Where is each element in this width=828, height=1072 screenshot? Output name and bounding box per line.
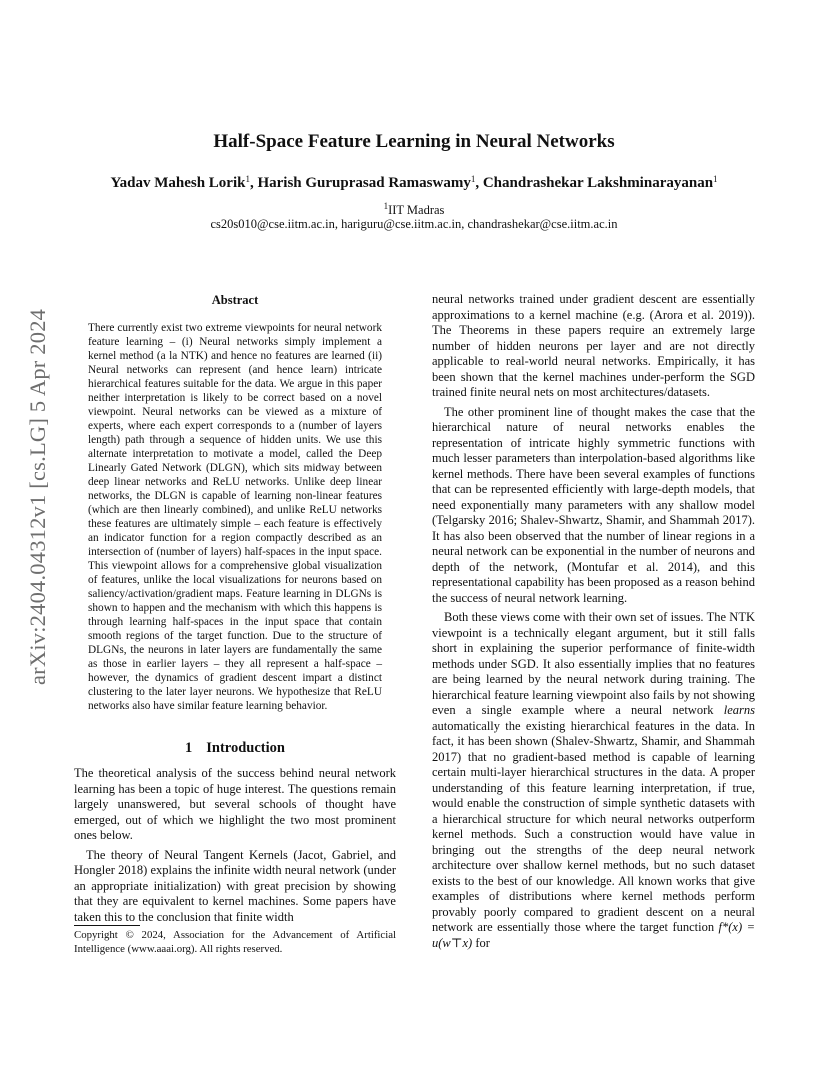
copyright-footnote: Copyright © 2024, Association for the Advancement of Artificial Intelligence (www.aaai.org). All rights reserved.: [74, 929, 396, 955]
affiliation: [0, 201, 828, 218]
affiliation-marker: 1: [245, 174, 250, 184]
author-list: [0, 174, 828, 192]
abstract-text: There currently exist two extreme viewpoints for neural network feature learning – (i) Neural networks simply implement a kernel method (a la NTK) and hence no features are learned (ii) Neural networks can represent (and hence learn) intricate hierarchical features suitable for the data. We argue in this paper neither interpretation is likely to be correct based on a novel viewpoint. Neural networks can be viewed as a mixture of experts, where each expert corresponds to a (number of layers length) path through a sequence of hidden units. We use this alternate interpretation to motivate a model, called the Deep Linearly Gated Network (DLGN), which sits midway between deep linear networks and ReLU networks. Unlike deep linear networks, the DLGN is capable of learning non-linear features (which are then linearly combined), and unlike ReLU networks these features are ultimately simple – each feature is effectively an indicator function for a region compactly described as an intersection of (number of layers) half-spaces in the input space. This viewpoint allows for a comprehensive global visualization of features, unlike the local visualizations for neurons based on saliency/activation/gradient maps. Feature learning in DLGNs is shown to happen and the mechanism with which this happens is through learning half-spaces in the input space that contain smooth regions of the target function. Due to the structure of DLGNs, the neurons in later layers are fundamentally the same as those in earlier layers – they all represent a half-space – however, the dynamics of gradient descent impart a distinct clustering to the later layer neurons. We hypothesize that ReLU networks also have similar feature learning behavior.: [88, 321, 382, 712]
body-paragraph: [432, 610, 755, 951]
author-separator: ,: [475, 175, 483, 191]
intro-paragraph: The theoretical analysis of the success behind neural network learning has been a topic of huge interest. The questions remain largely unanswered, but several schools of thought have emerged, out of which we highlight the two most prominent ones below.: [74, 766, 396, 842]
affiliation-name: IIT Madras: [388, 203, 445, 217]
affiliation-marker: 1: [383, 201, 389, 211]
body-paragraph: neural networks trained under gradient descent are essentially approximations to a kernel machine (e.g. (Arora et al. 2019)). The Theorems in these papers require an extremely large number of hidden neurons per layer and are not directly applicable to real-world neural networks. Empirically, it has been shown that the kernel machines under-perform the SGD trained finite neural nets on most architectures/datasets.: [432, 292, 755, 399]
arxiv-identifier-stamp[interactable]: [24, 290, 52, 685]
affiliation-marker: 1: [470, 174, 476, 184]
author-emails[interactable]: cs20s010@cse.iitm.ac.in, hariguru@cse.iitm.ac.in, chandrashekar@cse.iitm.ac.in: [210, 217, 618, 231]
intro-paragraph: The theory of Neural Tangent Kernels (Jacot, Gabriel, and Hongler 2018) explains the infinite width neural network (under an appropriate initialization) with great precision by showing that they are equivalent to kernel machines. Some papers have taken this to the conclusion that finite width: [74, 847, 396, 924]
left-column: [74, 293, 396, 925]
author-name: Yadav Mahesh Lorik: [110, 175, 246, 191]
paper-title: Half-Space Feature Learning in Neural Networks: [213, 131, 615, 152]
section-title: Introduction: [206, 739, 285, 756]
inline-math: f*(x) = u(w⊤x): [432, 920, 756, 950]
emphasized-word: learns: [723, 703, 755, 717]
arxiv-identifier-text: arXiv:2404.04312v1 [cs.LG] 5 Apr 2024: [25, 308, 50, 685]
section-heading: [74, 741, 396, 757]
footnote-divider: [74, 925, 140, 926]
body-text: for: [472, 935, 490, 950]
right-column: [432, 292, 755, 951]
author-separator: ,: [249, 175, 258, 191]
body-text: Both these views come with their own set of issues. The NTK viewpoint is a technically elegant argument, but it still falls short in explaining the superior performance of finite-width methods under SGD. It also essentially implies that no features are being learned by the neural network during training. The hierarchical feature learning viewpoint also fails by not showing even a single example where a neural network: [432, 610, 755, 717]
affiliation-marker: 1: [713, 174, 718, 184]
abstract-heading: Abstract: [211, 293, 259, 307]
body-paragraph: The other prominent line of thought makes the case that the hierarchical nature of neural networks enables the representation of intricate highly symmetric functions with much lesser parameters than interpolation-based algorithms like kernel methods. There have been several examples of functions that can be represented efficiently with large-depth models, that need exponentially many parameters with any shallow model (Telgarsky 2016; Shalev-Shwartz, Shamir, and Shammah 2017). It has also been observed that the number of linear regions in a neural network can be exponential in the number of neurons and depth of the network, (Montufar et al. 2014), and this representational capability has been proposed as a reason behind the success of neural network learning.: [432, 404, 755, 605]
author-name: Harish Guruprasad Ramaswamy: [257, 175, 471, 191]
author-name: Chandrashekar Lakshminarayanan: [482, 175, 714, 191]
section-number: 1: [185, 739, 193, 756]
body-text: automatically the existing hierarchical features in the data. In fact, it has been shown (Shalev-Shwartz, Shamir, and Shammah 2017) that no gradient-based method is capable of learning certain multi-layer hierarchical structures in the data. A proper understanding of this feature learning interpretation, if true, would enable the construction of simple synthetic datasets with a hierarchical structure for which neural networks outperform kernel methods. Such a construction would have value in bringing out the strengths of the deep neural network architecture over shallow kernel methods, but no such dataset exists to the best of our knowledge. All known works that give examples of distributions where kernel methods perform provably poorly compared to gradient descent on a neural network are essentially those where the target function: [432, 718, 755, 934]
